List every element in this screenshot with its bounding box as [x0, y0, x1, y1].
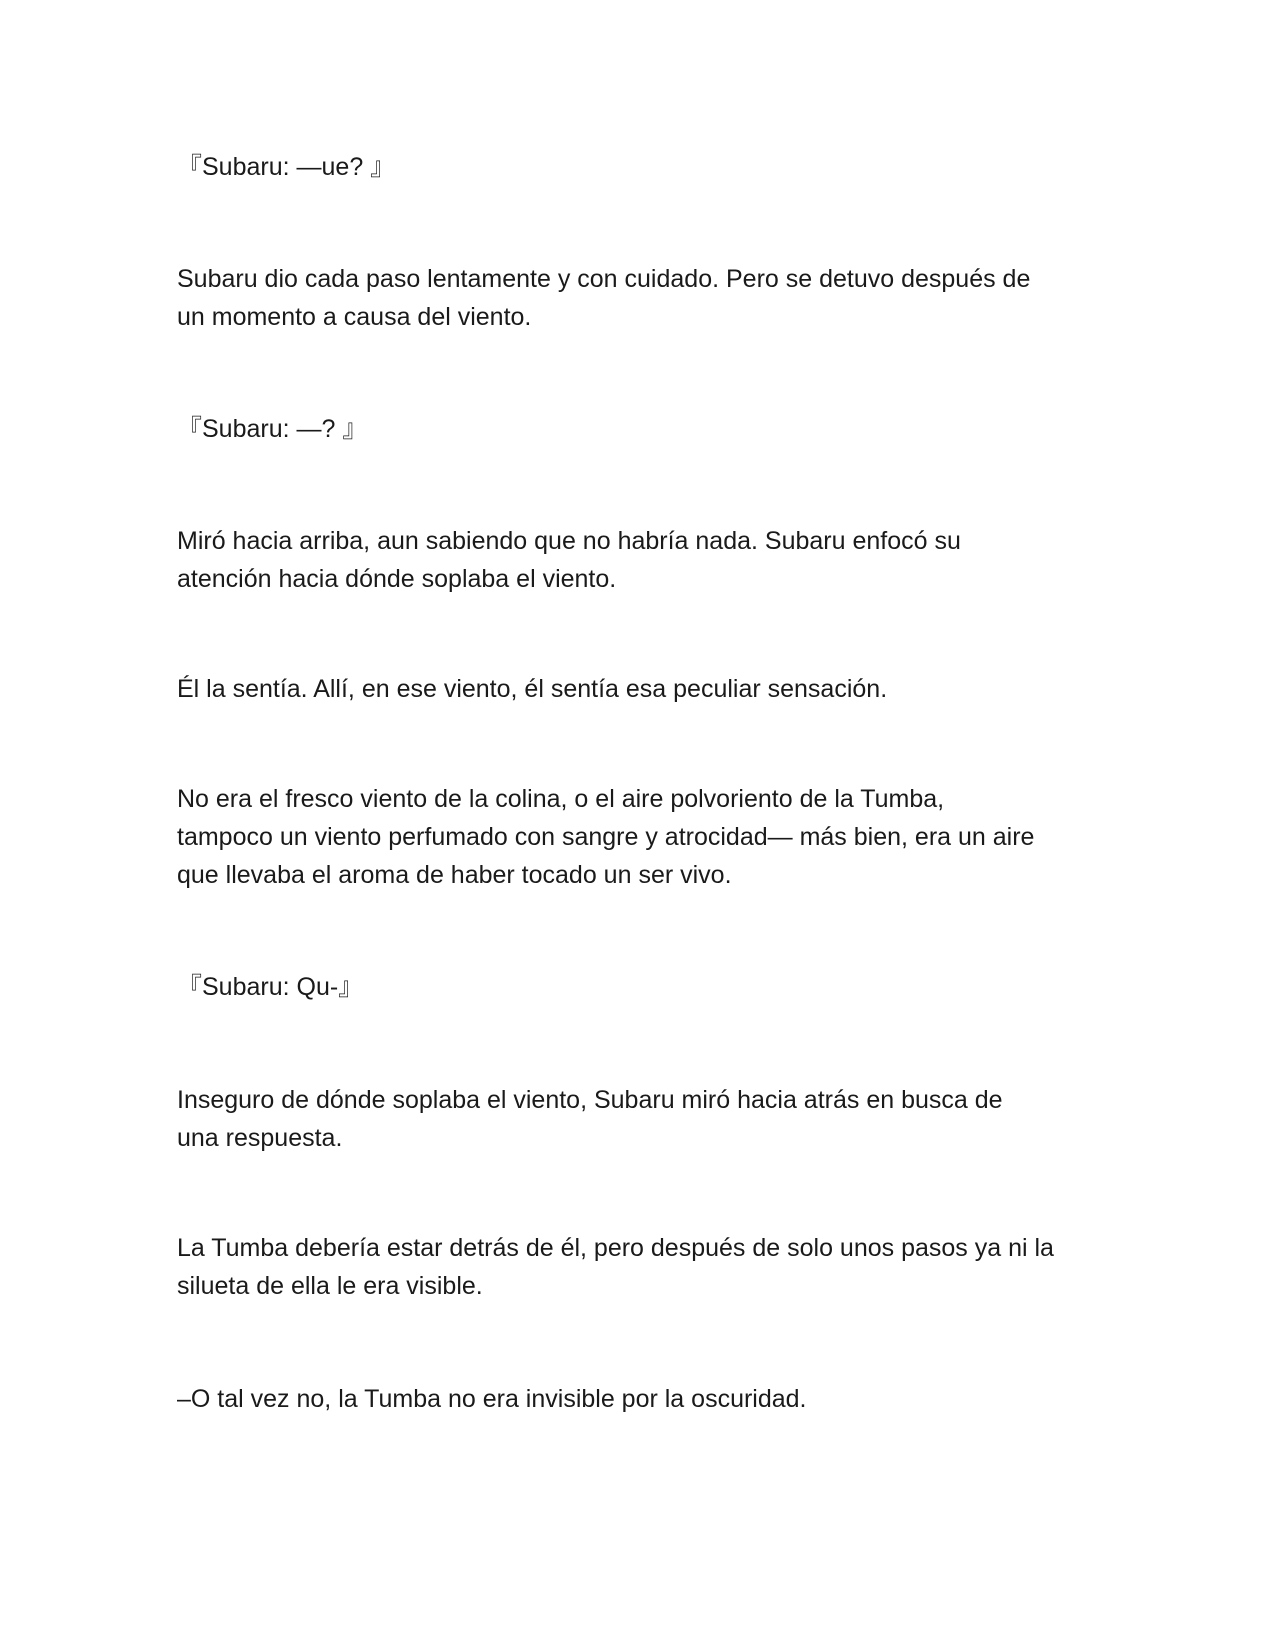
narration-paragraph: La Tumba debería estar detrás de él, pero después de solo unos pasos ya ni la silueta de ella le era visible.	[177, 1234, 1054, 1300]
narration-paragraph: –O tal vez no, la Tumba no era invisible por la oscuridad.	[177, 1385, 807, 1413]
narration-paragraph: No era el fresco viento de la colina, o el aire polvoriento de la Tumba, tampoco un viento perfumado con sangre y atrocidad— más bien, era un aire que llevaba el aroma de haber tocado un ser vivo.	[177, 785, 1035, 889]
narration-paragraph: Inseguro de dónde soplaba el viento, Subaru miró hacia atrás en busca de una respuesta.	[177, 1086, 1003, 1152]
dialogue-line: 『Subaru: —ue? 』	[177, 153, 396, 181]
dialogue-line: 『Subaru: Qu-』	[177, 973, 364, 1001]
narration-paragraph: Subaru dio cada paso lentamente y con cuidado. Pero se detuvo después de un momento a causa del viento.	[177, 265, 1031, 331]
narration-paragraph: Él la sentía. Allí, en ese viento, él sentía esa peculiar sensación.	[177, 675, 888, 703]
dialogue-line: 『Subaru: —? 』	[177, 415, 368, 443]
narration-paragraph: Miró hacia arriba, aun sabiendo que no habría nada. Subaru enfocó su atención hacia dónde soplaba el viento.	[177, 527, 961, 593]
